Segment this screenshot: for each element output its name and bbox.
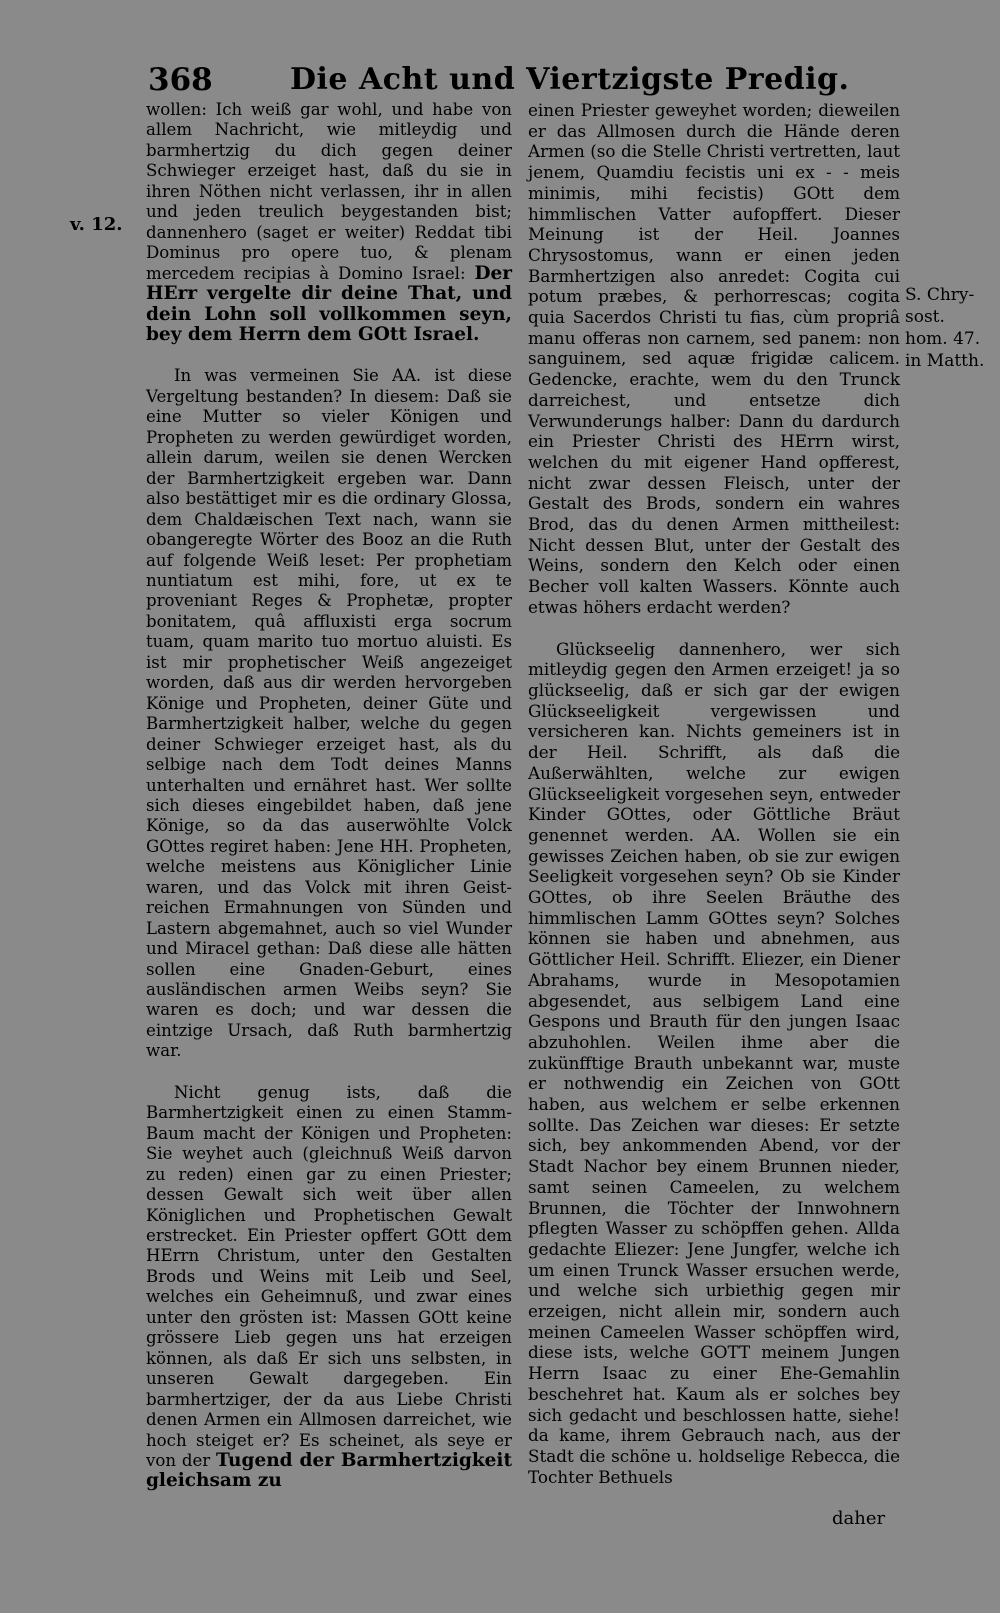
- emphasized-quote: Der HErr vergelte dir deine That, und dein Lohn soll vollkommen seyn, bey dem Herrn dem GOtt Israel.: [146, 262, 512, 345]
- paragraph-gap: [146, 345, 512, 366]
- margin-note-chrysostom: [905, 284, 997, 372]
- margin-note-verse: v. 12.: [70, 214, 123, 235]
- page-header: [140, 62, 905, 98]
- margin-note-line: sost.: [905, 307, 945, 327]
- paragraph: einen Priester geweyhet worden; dieweilen er das Allmosen durch die Hände deren Armen (so die Stelle Christi vertretten, laut jenem, Quamdiu fecistis uni ex - - meis minimis, mihi fecistis) GOtt dem himmlischen Vatter aufopffert. Dieser Meinung ist der Heil. Joannes Chrysostomus, wann er einen jeden Barmhertzigen also anredet: Cogita cui potum præbes, & perhorrescas; cogita quia Sacerdos Christi tu fias, cùm propriâ manu offeras non carnem, sed panem: non sanguinem, sed aquæ frigidæ calicem. Gedencke, erachte, wem du den Trunck darreichest, und entsetze dich Verwunderungs halber: Dann du dardurch ein Priester Christi des HErrn wirst, welchen du mit eigener Hand opfferest, nicht zwar dessen Fleisch, unter der Gestalt des Brods, sondern ein wahres Brod, das du denen Armen mittheilest: Nicht dessen Blut, unter der Gestalt des Weins, sondern den Kelch oder einen Becher voll kalten Wassers. Könnte auch etwas höhers erdacht werden?: [528, 100, 900, 617]
- paragraph-text: wollen: Ich weiß gar wohl, und habe von allem Nachricht, wie mitleydig und barmhertzig du dich gegen deiner Schwieger erzeiget hast, daß du sie in ihren Nöthen nicht verlassen, ihr in allen und jeden treulich beygestanden bist; dannenhero (saget er weiter) Reddat tibi Dominus pro opere tuo, & plenam mercedem recipias à Domino Israel:: [146, 100, 512, 283]
- running-title: Die Acht und Viertzigste Predig.: [290, 62, 850, 97]
- paragraph: [146, 1083, 512, 1492]
- margin-note-line: hom. 47.: [905, 329, 981, 349]
- paragraph: Glückseelig dannenhero, wer sich mitleydig gegen den Armen erzeiget! ja so glückseelig, daß er sich gar der ewigen Glückseeligkeit vergewissen und versicheren kan. Nichts gemeiners ist in der Heil. Schrifft, als daß die Außerwählten, welche zur ewigen Glückseeligkeit vorgesehen seyn, entweder Kinder GOttes, oder Göttliche Bräut genennet werden. AA. Wollen sie ein gewisses Zeichen haben, ob sie zur ewigen Seeligkeit vorgesehen seyn? Ob sie Kinder GOttes, ob ihre Seelen Bräuthe des himmlischen Lamm GOttes seyn? Solches können sie haben und abnehmen, aus Göttlicher Heil. Schrifft. Eliezer, ein Diener Abrahams, wurde in Mesopotamien abgesendet, aus selbigem Land eine Gespons und Brauth für den jungen Isaac abzuhohlen. Weilen ihme aber die zukünfftige Brauth unbekannt war, muste er nothwendig ein Zeichen von GOtt haben, aus welchem er selbe erkennen sollte. Das Zeichen war dieses: Er setzte sich, bey ankommenden Abend, vor der Stadt Nachor bey einem Brunnen nieder, samt seinen Cameelen, zu welchem Brunnen, die Töchter der Innwohnern pflegten Wasser zu schöpffen gehen. Allda gedachte Eliezer: Jene Jungfer, welche ich um einen Trunck Wasser ersuchen werde, und welche sich urbiethig gegen mir erzeigen, nicht allein mir, sondern auch meinen Cameelen Wasser schöpffen wird, diese ists, welche GOTT meinem Jungen Herrn Isaac zu einer Ehe-Gemahlin beschehret hat. Kaum als er solches bey sich gedacht und beschlossen hatte, siehe! da kame, ihrem Gebrauch nach, aus der Stadt die schöne u. holdselige Rebecca, die Tochter Bethuels: [528, 638, 900, 1487]
- page-number: 368: [148, 62, 213, 98]
- margin-note-line: in Matth.: [905, 351, 985, 371]
- paragraph: In was vermeinen Sie AA. ist diese Vergeltung bestanden? In diesem: Daß sie eine Mutter so vieler Königen und Propheten zu werden gewürdiget worden, allein darum, weilen sie denen Wercken der Barmhertzigkeit ergeben war. Dann also bestättiget mir es die ordinary Glossa, dem Chaldæischen Text nach, wann sie obangeregte Wörter des Booz an die Ruth auf folgende Weiß leset: Per prophetiam nuntiatum est mihi, fore, ut ex te proveniant Reges & Prophetæ, propter bonitatem, quâ affluxisti erga socrum tuam, quam marito tuo mortuo aluisti. Es ist mir prophetischer Weiß angezeiget worden, daß aus dir werden hervorgeben Könige und Propheten, deiner Güte und Barmhertzigkeit halber, welche du gegen deiner Schwieger erzeiget hast, als du selbige nach dem Todt deines Manns unterhalten und ernähret hast. Wer sollte sich dieses eingebildet haben, daß jene Könige, so da das auserwöhlte Volck GOttes regiret haben: Jene HH. Propheten, welche meistens aus Königlicher Linie waren, und das Volck mit ihren Geist-reichen Ermahnungen von Sünden und Lastern abgemahnet, auch so viel Wunder und Miracel gethan: Daß diese alle hätten sollen eine Gnaden-Geburt, eines ausländischen armen Weibs seyn? Sie waren es doch; und war dessen die eintzige Ursach, daß Ruth barmhertzig war.: [146, 366, 512, 1061]
- margin-note-line: S. Chry-: [905, 285, 975, 305]
- paragraph-text: Nicht genug ists, daß die Barmhertzigkeit einen zu einen Stamm-Baum macht der Königen und Propheten: Sie weyhet auch (gleichnuß Weiß darvon zu reden) einen gar zu einen Priester; dessen Gewalt sich weit über allen Königlichen und Prophetischen Gewalt erstrecket. Ein Priester opffert GOtt dem HErrn Christum, unter den Gestalten Brods und Weins mit Leib und Seel, welches ein Geheimnuß, und zwar eines unter den grösten ist: Massen GOtt keine grössere Lieb gegen uns hat erzeigen können, als daß Er sich uns selbsten, in unseren Gewalt dargegeben. Ein barmhertziger, der da aus Liebe Christi denen Armen ein Allmosen darreichet, wie hoch steiget er? Es scheinet, als seye er von der: [146, 1082, 512, 1470]
- paragraph-gap: [528, 618, 900, 639]
- catchword: daher: [832, 1508, 886, 1529]
- paragraph: [146, 100, 512, 345]
- paragraph-gap: [146, 1062, 512, 1083]
- left-column: [146, 100, 512, 1492]
- right-column: [528, 100, 900, 1487]
- emphasized-text: Tugend der Barmhertzigkeit gleichsam zu: [146, 1450, 513, 1492]
